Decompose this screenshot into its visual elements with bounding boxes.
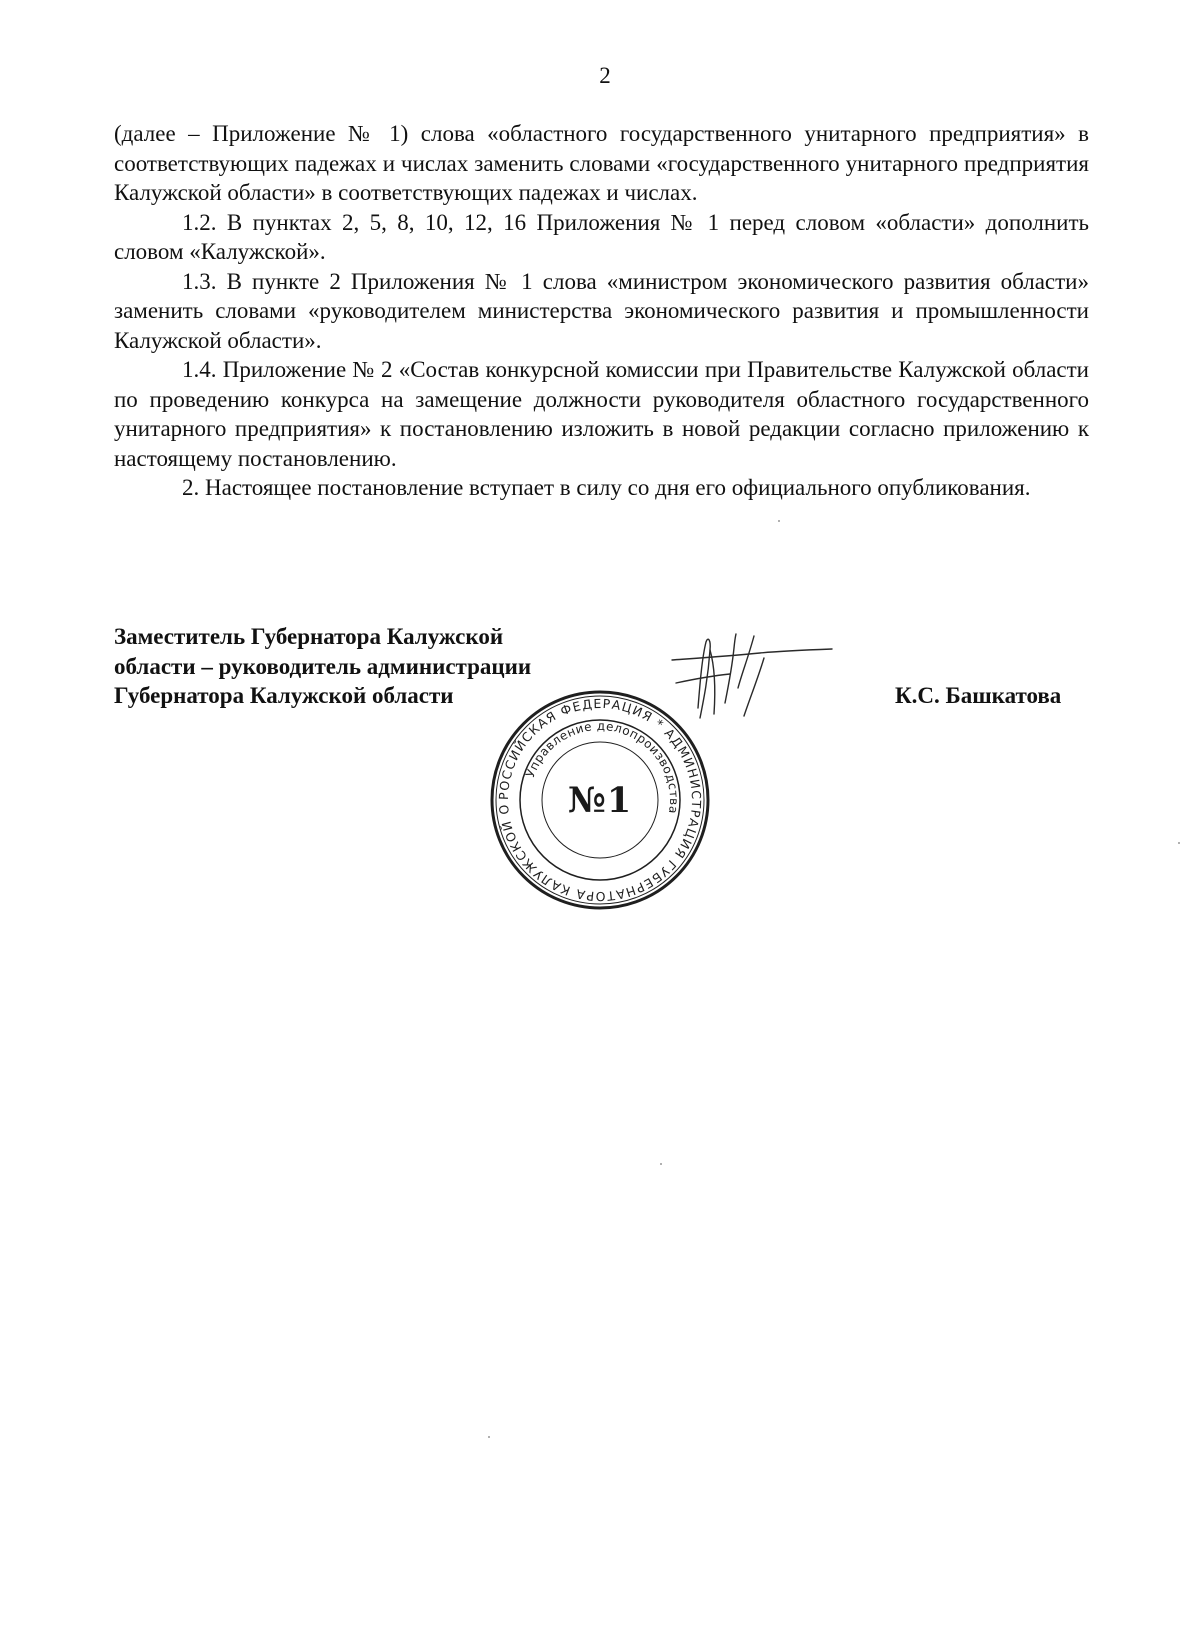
signatory-name: К.С. Башкатова — [895, 683, 1062, 708]
signatory-title-line-2: области – руководитель администрации — [114, 653, 532, 679]
scan-speck — [1178, 842, 1180, 844]
scan-speck — [660, 1163, 662, 1165]
signatory-title-line-1: Заместитель Губернатора Калужской — [114, 624, 504, 649]
seal-inner-text: Управление делопроизводства — [523, 718, 682, 815]
paragraph-1-4: 1.4. Приложение № 2 «Состав конкурсной комиссии при Правительстве Калужской области по проведению конкурса на замещение должности руководителя областного государственного унитарного предприятия» к постановлению изложить в новой редакции согласно приложению к настоящему постановлению. — [114, 357, 1089, 471]
paragraph-continuation: (далее – Приложение № 1) слова «областного государственного унитарного предприятия» в соответствующих падежах и числах заменить словами «государственного унитарного предприятия Калужской области» в соответствующих падежах и числах. — [114, 121, 1089, 205]
paragraph-1-3: 1.3. В пункте 2 Приложения № 1 слова «министром экономического развития области» заменить словами «руководителем министерства экономического развития и промышленности Калужской области». — [114, 268, 1089, 353]
seal-outer-text: РОССИЙСКАЯ ФЕДЕРАЦИЯ * АДМИНИСТРАЦИЯ ГУБЕРНАТОРА КАЛУЖСКОЙ О — [495, 695, 705, 905]
seal-number: №1 — [567, 779, 633, 821]
paragraph-1-2: 1.2. В пунктах 2, 5, 8, 10, 12, 16 Приложения № 1 перед словом «области» дополнить словом «Калужской». — [114, 209, 1089, 264]
handwritten-signature-icon — [670, 628, 835, 733]
scan-speck — [778, 520, 780, 522]
document-body — [114, 119, 1089, 503]
paragraph-2: 2. Настоящее постановление вступает в силу со дня его официального опубликования. — [182, 475, 1031, 500]
page-number: 2 — [599, 63, 611, 88]
signatory-title-line-3: Губернатора Калужской области — [114, 683, 454, 708]
scan-speck — [488, 1436, 490, 1438]
